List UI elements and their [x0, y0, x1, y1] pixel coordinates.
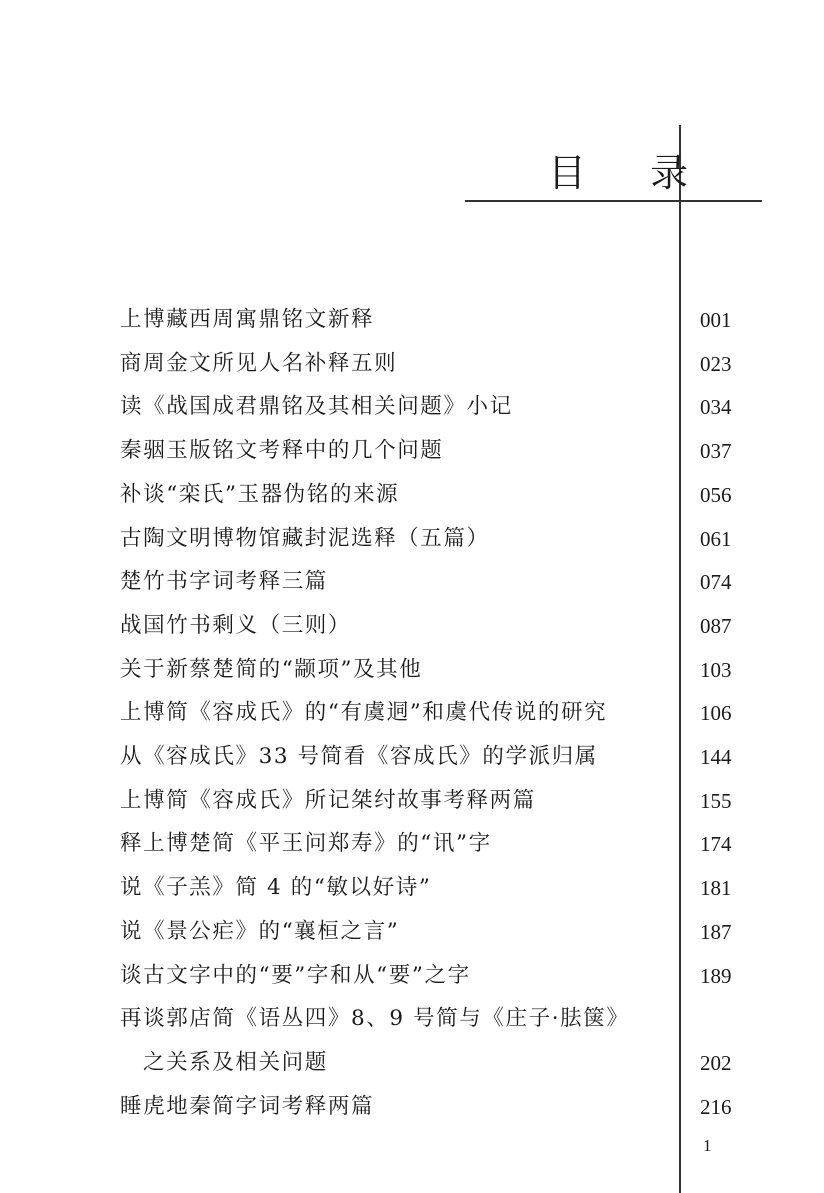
toc-entry-page[interactable]: 037 — [700, 439, 732, 464]
toc-entry-page[interactable]: 034 — [700, 395, 732, 420]
toc-entry-title[interactable]: 商周金文所见人名补释五则 — [120, 350, 398, 376]
toc-entry-title[interactable]: 说《景公疟》的“襄桓之言” — [120, 918, 400, 944]
toc-entry-page[interactable]: 181 — [700, 876, 732, 901]
toc-entry-title[interactable]: 上博简《容成氏》所记桀纣故事考释两篇 — [120, 787, 536, 813]
title-underline — [465, 200, 762, 202]
toc-entry-title[interactable]: 补谈“栾氏”玉器伪铭的来源 — [120, 481, 400, 507]
toc-entry-page[interactable]: 202 — [700, 1050, 732, 1075]
toc-entry-page[interactable]: 087 — [700, 613, 732, 638]
toc-entry-title[interactable]: 睡虎地秦简字词考释两篇 — [120, 1093, 375, 1119]
toc-entry-page[interactable]: 023 — [700, 351, 732, 376]
toc-entry-page[interactable]: 001 — [700, 308, 732, 332]
toc-entry-title[interactable]: 再谈郭店简《语丛四》8、9 号简与《庄子·胠箧》 — [120, 1006, 630, 1032]
toc-entry-page[interactable]: 187 — [700, 919, 732, 944]
toc-entry-page[interactable]: 216 — [700, 1094, 732, 1119]
vertical-rule — [679, 125, 681, 1193]
toc-entry-page[interactable]: 074 — [700, 570, 732, 595]
toc-entry-title[interactable]: 从《容成氏》33 号简看《容成氏》的学派归属 — [120, 744, 598, 769]
toc-entry-page[interactable]: 174 — [700, 832, 732, 857]
toc-entry-title[interactable]: 古陶文明博物馆藏封泥选释（五篇） — [120, 525, 490, 551]
toc-entry-title-continuation[interactable]: 之关系及相关问题 — [143, 1049, 328, 1075]
page-title: 目 录 — [548, 151, 715, 195]
toc-entry-title[interactable]: 关于新蔡楚简的“颛项”及其他 — [120, 656, 423, 682]
page-number: 1 — [703, 1136, 712, 1155]
toc-entry-title[interactable]: 楚竹书字词考释三篇 — [120, 569, 328, 595]
toc-entry-page[interactable]: 061 — [700, 526, 732, 551]
toc-entry-title[interactable]: 读《战国成君鼎铭及其相关问题》小记 — [120, 394, 513, 420]
toc-entry-page[interactable]: 189 — [700, 963, 732, 988]
toc-entry-title[interactable]: 释上博楚简《平王问郑寿》的“讯”字 — [120, 831, 492, 857]
toc-entry-page[interactable]: 103 — [700, 657, 732, 682]
toc-entry-title[interactable]: 谈古文字中的“要”字和从“要”之字 — [120, 962, 471, 988]
toc-entry-page[interactable]: 106 — [700, 701, 732, 726]
toc-entry-page[interactable]: 155 — [700, 788, 732, 813]
toc-entry-title[interactable]: 战国竹书剩义（三则） — [120, 612, 352, 638]
toc-entry-page[interactable]: 144 — [700, 745, 732, 769]
toc-entry-title[interactable]: 上博藏西周寓鼎铭文新释 — [120, 307, 375, 332]
toc-entry-title[interactable]: 上博简《容成氏》的“有虞迵”和虞代传说的研究 — [120, 700, 608, 726]
toc-entry-title[interactable]: 说《子羔》简 4 的“敏以好诗” — [120, 875, 432, 901]
toc-entry-page[interactable]: 056 — [700, 482, 732, 507]
toc-entry-title[interactable]: 秦骃玉版铭文考释中的几个问题 — [120, 438, 444, 464]
